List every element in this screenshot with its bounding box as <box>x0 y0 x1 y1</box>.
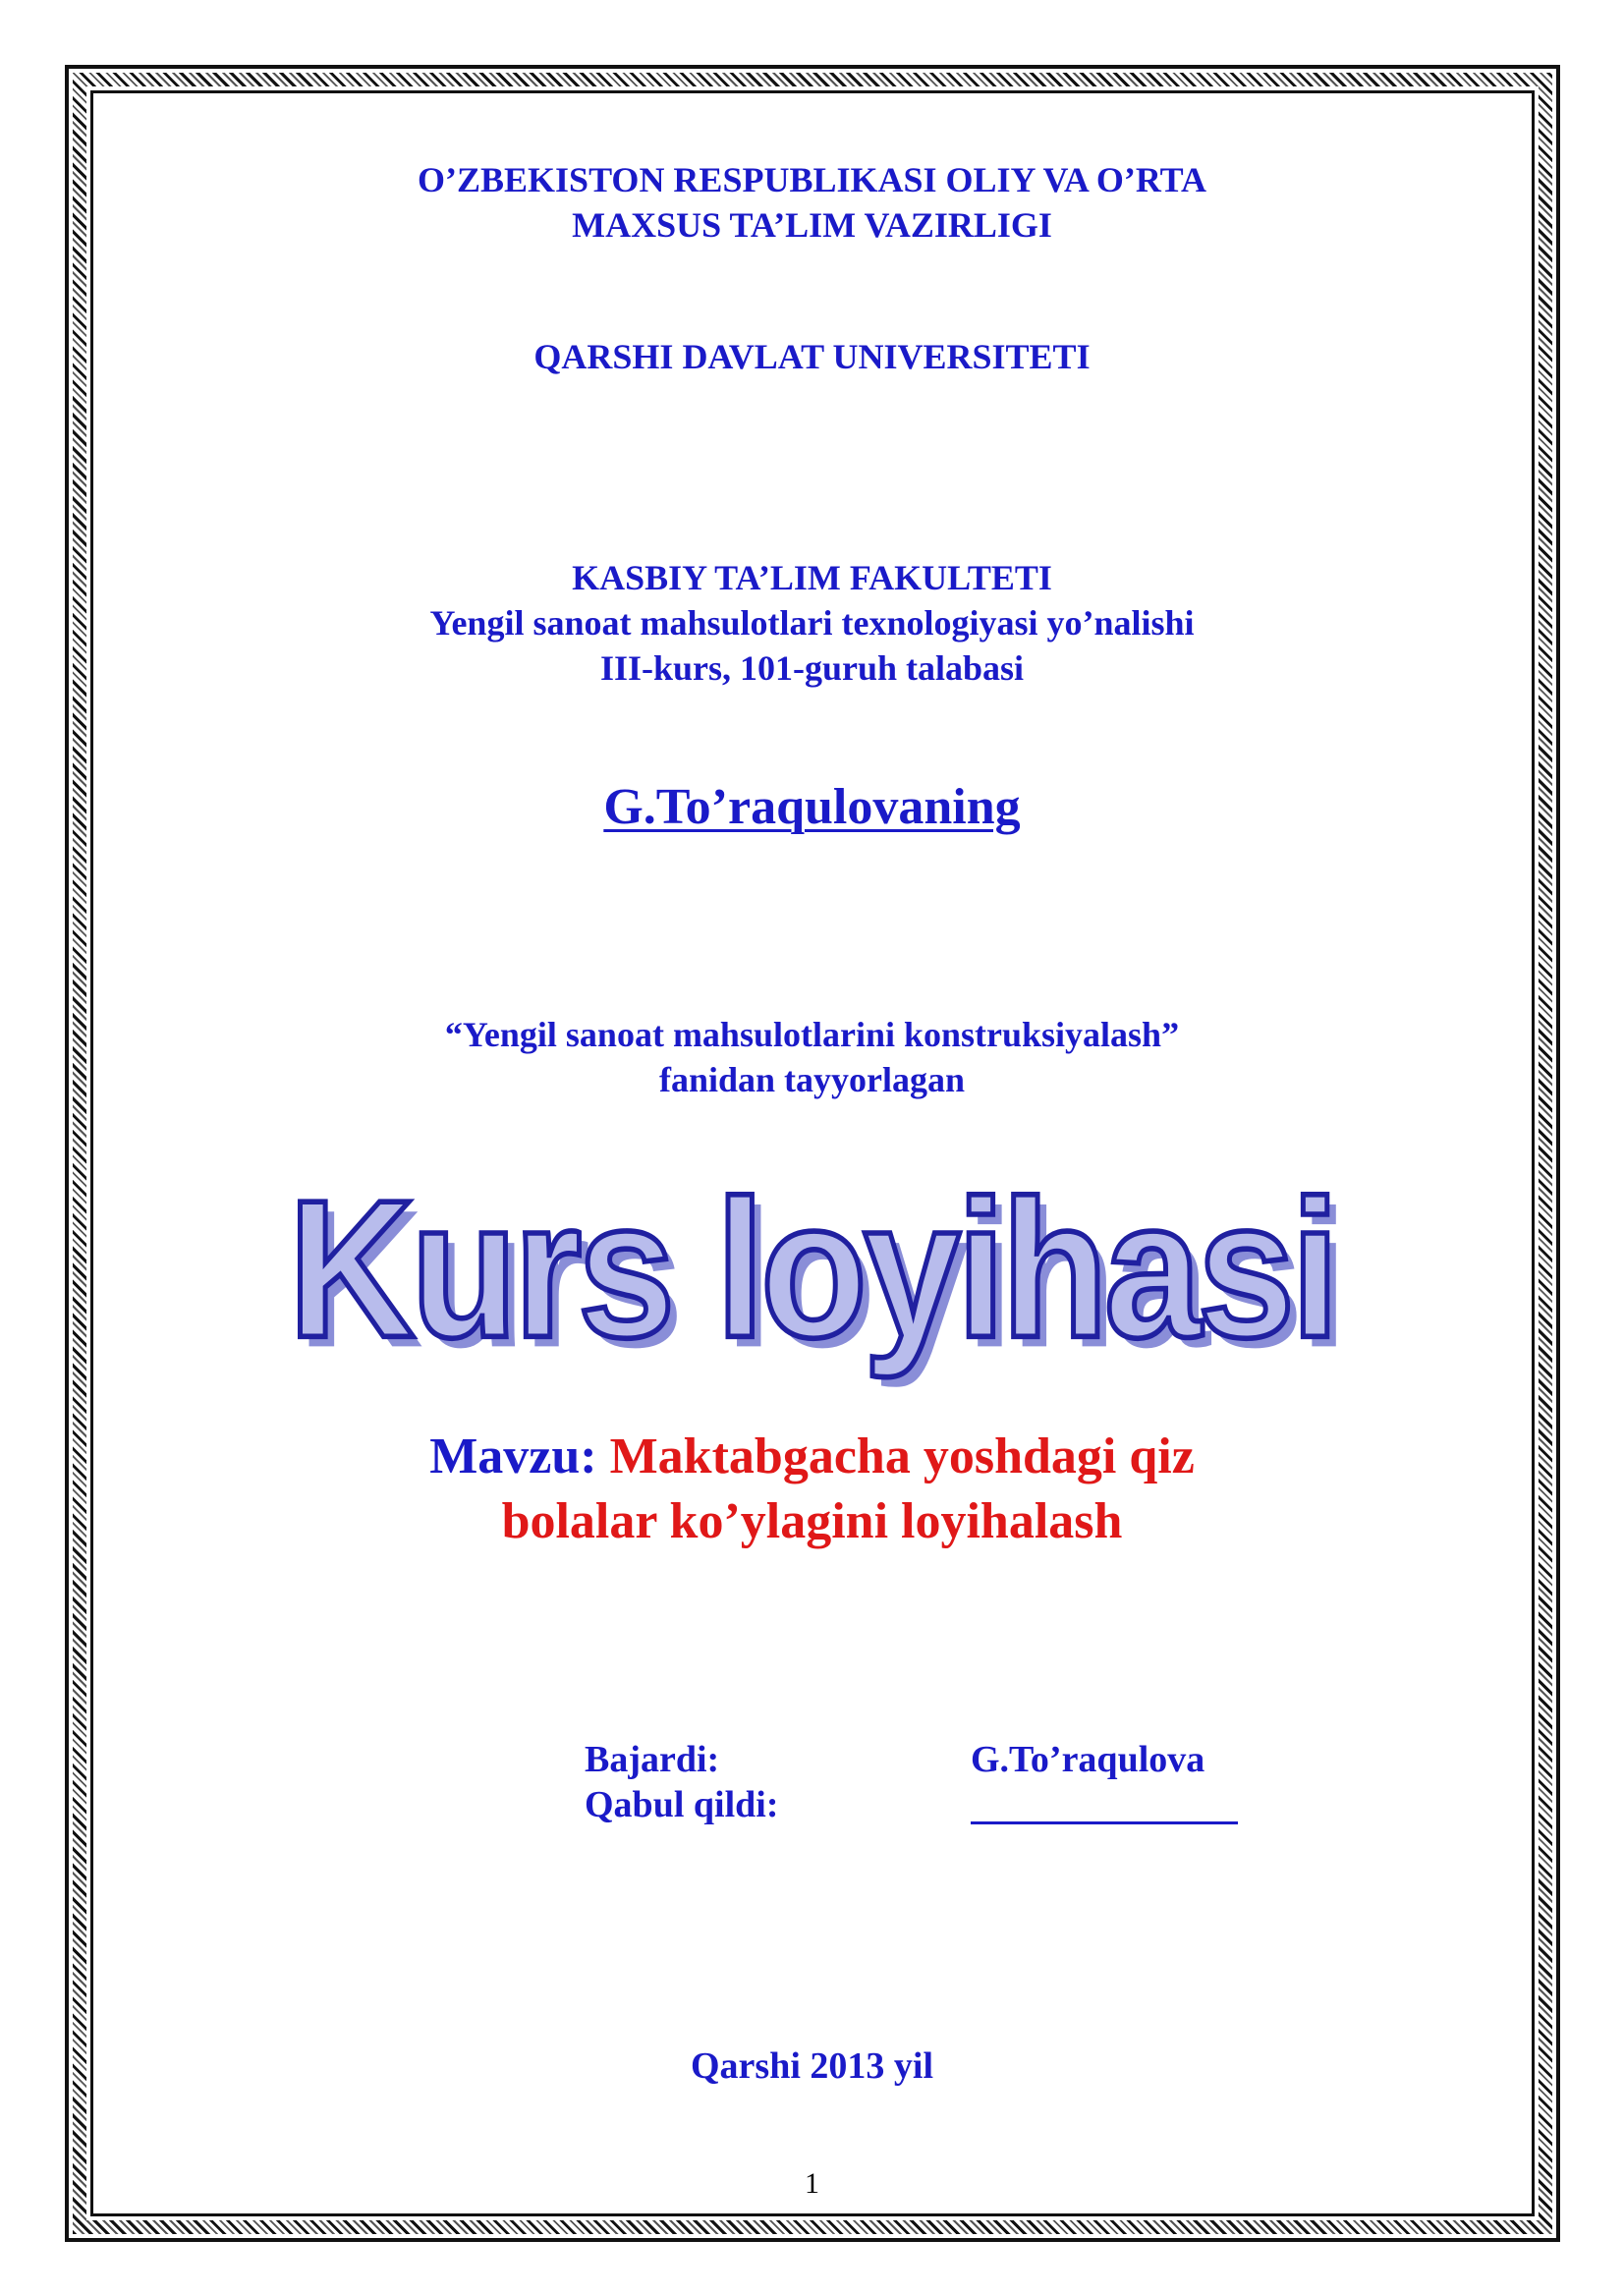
faculty-direction: Yengil sanoat mahsulotlari texnologiyasi yo’nalishi <box>429 603 1195 643</box>
faculty-name: KASBIY TA’LIM FAKULTETI <box>572 558 1052 597</box>
topic-block <box>0 1425 1624 1554</box>
ministry-heading <box>0 157 1624 248</box>
subject-line-2: fanidan tayyorlagan <box>658 1060 966 1099</box>
ministry-line-1: O’ZBEKISTON RESPUBLIKASI OLIY VA O’RTA <box>418 160 1206 199</box>
accepted-label: Qabul qildi: <box>585 1784 779 1825</box>
accepted-signature-line <box>971 1821 1238 1824</box>
ministry-line-2: MAXSUS TA’LIM VAZIRLIGI <box>572 205 1052 245</box>
topic-label: Mavzu: <box>429 1428 597 1484</box>
signature-row-accepted <box>585 1782 1272 1827</box>
done-value: G.To’raqulova <box>971 1739 1205 1780</box>
university-heading <box>0 334 1624 379</box>
topic-text-1: Maktabgacha yoshdagi qiz <box>609 1428 1195 1484</box>
topic-line-1 <box>0 1425 1624 1489</box>
signature-block <box>585 1737 1272 1827</box>
page-border-inner <box>90 90 1535 2216</box>
topic-text-2: bolalar ko’ylagini loyihalash <box>501 1493 1123 1549</box>
subject-line-1: “Yengil sanoat mahsulotlarini konstruksiyalash” <box>444 1015 1180 1054</box>
city-year: Qarshi 2013 yil <box>690 2045 934 2087</box>
faculty-block <box>0 555 1624 691</box>
student-group: III-kurs, 101-guruh talabasi <box>599 648 1025 688</box>
student-name: G.To’raqulovaning <box>603 779 1021 835</box>
subject-block <box>0 1012 1624 1102</box>
done-label: Bajardi: <box>585 1739 720 1780</box>
signature-row-done <box>585 1737 1272 1782</box>
page-number: 1 <box>805 2167 819 2200</box>
university-name: QARSHI DAVLAT UNIVERSITETI <box>533 337 1091 376</box>
work-type-wordart: Kurs loyihasi <box>288 1159 1336 1378</box>
student-name-block <box>0 776 1624 839</box>
